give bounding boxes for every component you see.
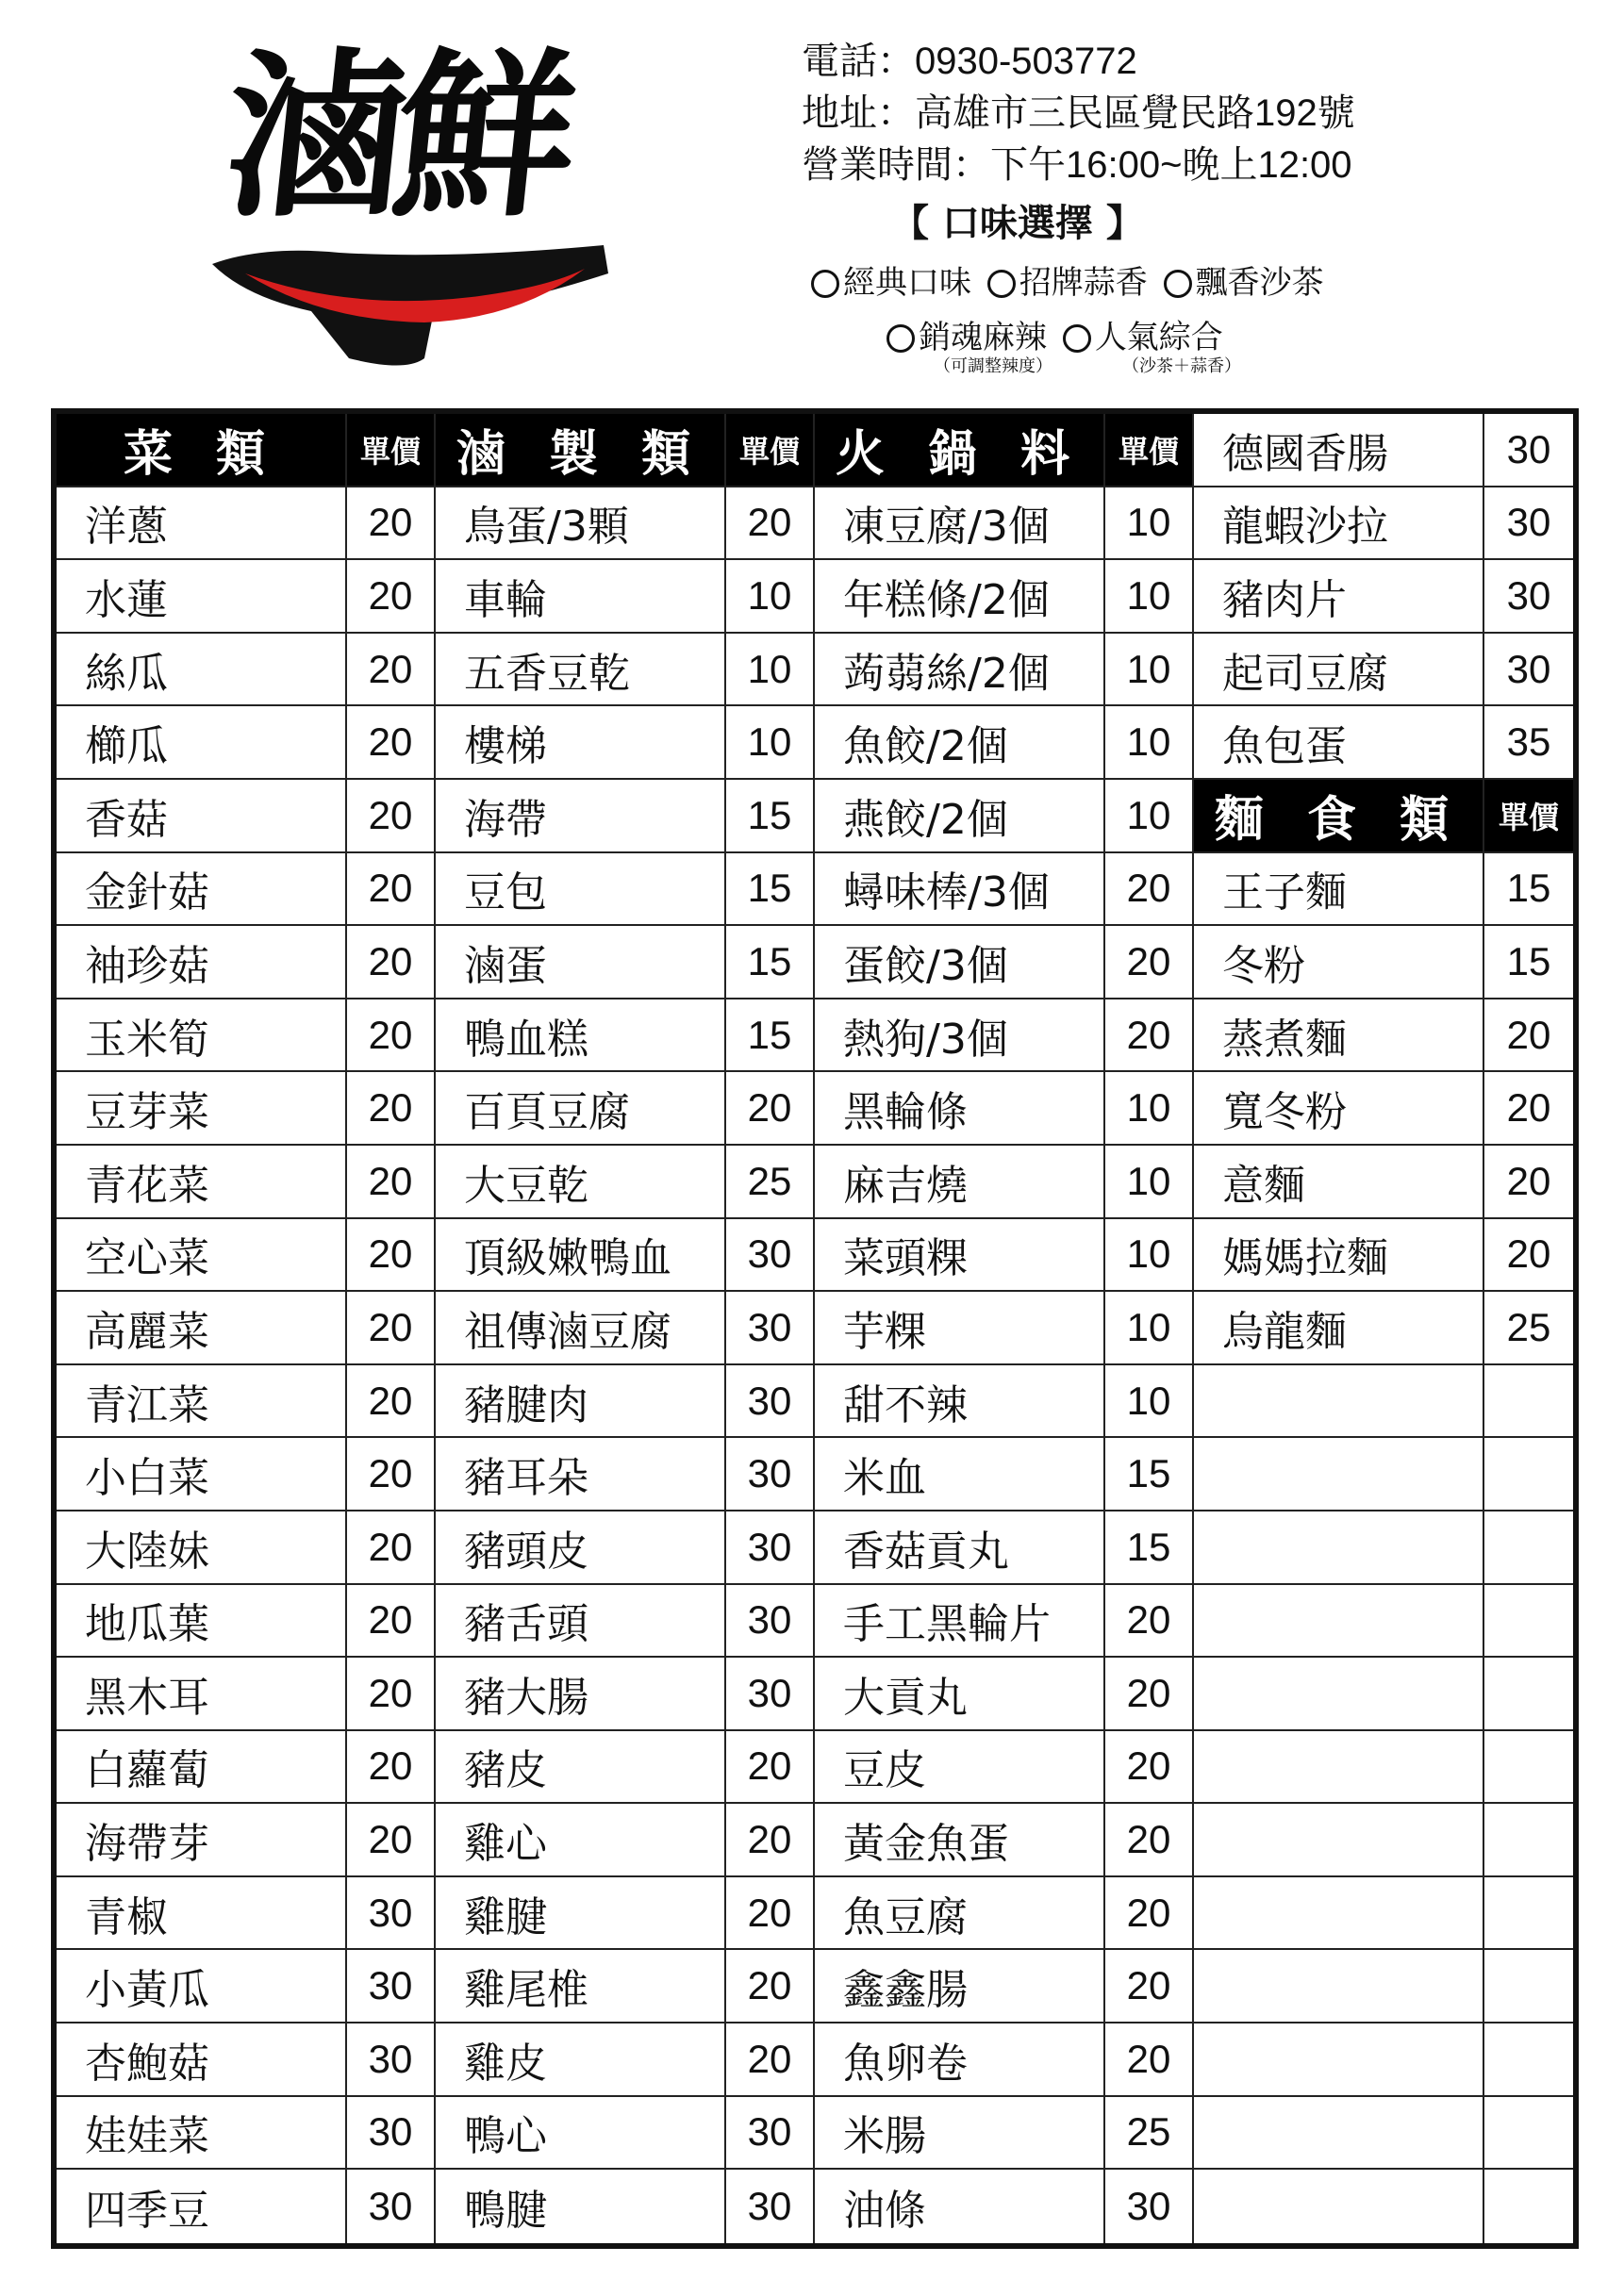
item-name: 高麗菜 bbox=[57, 1292, 345, 1365]
item-price: 10 bbox=[1105, 1146, 1192, 1219]
item-name: 麻吉燒 bbox=[815, 1146, 1103, 1219]
item-price: 15 bbox=[1105, 1438, 1192, 1511]
item-price: 20 bbox=[726, 1804, 813, 1877]
item-name: 祖傳滷豆腐 bbox=[436, 1292, 724, 1365]
empty-cell bbox=[1194, 1731, 1483, 1805]
item-price: 10 bbox=[1105, 1072, 1192, 1146]
item-name: 水蓮 bbox=[57, 560, 345, 634]
empty-cell bbox=[1194, 1585, 1483, 1659]
item-price: 10 bbox=[1105, 1219, 1192, 1293]
item-price: 25 bbox=[1105, 2097, 1192, 2171]
item-name: 寬冬粉 bbox=[1194, 1072, 1483, 1146]
item-name: 鳥蛋/3顆 bbox=[436, 487, 724, 561]
item-name: 雞心 bbox=[436, 1804, 724, 1877]
item-name: 油條 bbox=[843, 2187, 926, 2236]
item-name: 大貢丸 bbox=[815, 1658, 1103, 1731]
item-price: 30 bbox=[1484, 560, 1573, 634]
item-price: 10 bbox=[1105, 1292, 1192, 1365]
empty-cell bbox=[1194, 1658, 1483, 1731]
item-name: 大豆乾 bbox=[436, 1146, 724, 1219]
item-price: 15 bbox=[1484, 926, 1573, 999]
empty-cell bbox=[1194, 1877, 1483, 1951]
empty-cell bbox=[1484, 1365, 1573, 1439]
item-price: 30 bbox=[1484, 414, 1573, 487]
item-price: 30 bbox=[726, 1292, 813, 1365]
price-header: 單價 bbox=[726, 414, 813, 487]
item-price: 10 bbox=[1105, 706, 1192, 780]
item-name: 媽媽拉麵 bbox=[1194, 1219, 1483, 1293]
item-name: 德國香腸 bbox=[1194, 414, 1483, 487]
item-price: 20 bbox=[347, 1219, 434, 1293]
item-name: 櫛瓜 bbox=[57, 706, 345, 780]
item-name: 雞腱 bbox=[436, 1877, 724, 1951]
item-name: 豬耳朵 bbox=[436, 1438, 724, 1511]
item-name: 蒸煮麵 bbox=[1194, 999, 1483, 1073]
item-price: 20 bbox=[726, 2023, 813, 2097]
item-name: 五香豆乾 bbox=[436, 634, 724, 707]
item-price: 20 bbox=[1105, 1950, 1192, 2023]
menu-table bbox=[51, 408, 1579, 2249]
item-price: 20 bbox=[1105, 1804, 1192, 1877]
item-name: 滷蛋 bbox=[436, 926, 724, 999]
item-price: 25 bbox=[1484, 1292, 1573, 1365]
item-price: 20 bbox=[347, 1146, 434, 1219]
noodle-price-column bbox=[1484, 414, 1573, 2243]
item-price: 10 bbox=[1105, 1365, 1192, 1439]
item-price: 20 bbox=[347, 1438, 434, 1511]
empty-cell bbox=[1484, 2097, 1573, 2171]
empty-cell bbox=[1484, 1511, 1573, 1585]
item-name: 甜不辣 bbox=[815, 1365, 1103, 1439]
item-price: 30 bbox=[347, 1877, 434, 1951]
empty-cell bbox=[1484, 1950, 1573, 2023]
item-name: 魚餃/2個 bbox=[815, 706, 1103, 780]
spicy-note: （可調整辣度） bbox=[934, 356, 1052, 376]
item-name: 熱狗/3個 bbox=[815, 999, 1103, 1073]
braised-name-column bbox=[436, 414, 726, 2243]
item-name: 燕餃/2個 bbox=[815, 780, 1103, 853]
item-name: 豬腱肉 bbox=[436, 1365, 724, 1439]
item-name: 杏鮑菇 bbox=[57, 2023, 345, 2097]
item-name: 海帶芽 bbox=[57, 1804, 345, 1877]
item-price: 20 bbox=[347, 1585, 434, 1659]
item-price: 20 bbox=[726, 1950, 813, 2023]
item-name: 冬粉 bbox=[1194, 926, 1483, 999]
empty-cell bbox=[1194, 2023, 1483, 2097]
radio-circle-icon bbox=[1164, 270, 1192, 298]
item-price: 30 bbox=[726, 1585, 813, 1659]
item-price: 30 bbox=[347, 1950, 434, 2023]
phone: 電話：0930-503772 bbox=[802, 41, 1137, 82]
item-price: 15 bbox=[726, 999, 813, 1073]
item-name: 地瓜葉 bbox=[57, 1585, 345, 1659]
item-price: 10 bbox=[1105, 634, 1192, 707]
flavor-option[interactable]: 招牌蒜香 bbox=[987, 256, 1148, 303]
empty-cell bbox=[1484, 1438, 1573, 1511]
item-name: 小白菜 bbox=[57, 1438, 345, 1511]
item-price: 20 bbox=[347, 1511, 434, 1585]
item-name: 王子麵 bbox=[1194, 853, 1483, 927]
flavor-option[interactable]: 銷魂麻辣 bbox=[887, 311, 1047, 357]
empty-cell bbox=[1484, 2023, 1573, 2097]
radio-circle-icon bbox=[811, 270, 839, 298]
item-name: 樓梯 bbox=[436, 706, 724, 780]
item-name: 豬大腸 bbox=[436, 1658, 724, 1731]
item-price: 10 bbox=[726, 634, 813, 707]
item-price: 20 bbox=[347, 1731, 434, 1805]
address: 地址：高雄市三民區覺民路192號 bbox=[802, 92, 1355, 134]
item-price: 15 bbox=[726, 780, 813, 853]
item-price: 30 bbox=[726, 1658, 813, 1731]
item-name: 豬頭皮 bbox=[436, 1511, 724, 1585]
vegetable-price-column bbox=[347, 414, 436, 2243]
item-name: 豬肉片 bbox=[1194, 560, 1483, 634]
item-price: 10 bbox=[1105, 560, 1192, 634]
radio-circle-icon bbox=[887, 324, 915, 353]
item-price: 10 bbox=[726, 706, 813, 780]
empty-cell bbox=[1194, 1950, 1483, 2023]
item-price: 20 bbox=[347, 853, 434, 927]
vegetable-header: 菜 類 bbox=[57, 414, 345, 487]
empty-cell bbox=[1194, 1438, 1483, 1511]
item-name: 烏龍麵 bbox=[1194, 1292, 1483, 1365]
item-price: 20 bbox=[1105, 1877, 1192, 1951]
empty-cell bbox=[1484, 1658, 1573, 1731]
empty-cell bbox=[1194, 2097, 1483, 2171]
item-name: 豆芽菜 bbox=[57, 1072, 345, 1146]
item-name: 米腸 bbox=[815, 2097, 1103, 2171]
item-price: 30 bbox=[726, 1438, 813, 1511]
item-price: 20 bbox=[1105, 1731, 1192, 1805]
item-price: 20 bbox=[1105, 926, 1192, 999]
item-price: 30 bbox=[1126, 2184, 1171, 2229]
item-price: 20 bbox=[1105, 1658, 1192, 1731]
item-name: 金針菇 bbox=[57, 853, 345, 927]
item-name: 蒟蒻絲/2個 bbox=[815, 634, 1103, 707]
item-price: 20 bbox=[1105, 853, 1192, 927]
hotpot-price-column bbox=[1105, 414, 1194, 2243]
braised-price-column bbox=[726, 414, 815, 2243]
empty-cell bbox=[1484, 1585, 1573, 1659]
item-price: 15 bbox=[726, 926, 813, 999]
noodle-name-column bbox=[1194, 414, 1484, 2243]
item-name: 年糕條/2個 bbox=[815, 560, 1103, 634]
empty-cell bbox=[1484, 1877, 1573, 1951]
logo-text: 滷鮮 bbox=[215, 31, 577, 241]
item-name: 袖珍菇 bbox=[57, 926, 345, 999]
item-price: 30 bbox=[347, 2097, 434, 2171]
item-price: 20 bbox=[1484, 999, 1573, 1073]
item-price: 30 bbox=[347, 2023, 434, 2097]
noodle-header: 麵 食 類 bbox=[1194, 780, 1483, 853]
item-price: 20 bbox=[1484, 1146, 1573, 1219]
item-price: 15 bbox=[726, 853, 813, 927]
radio-circle-icon bbox=[1063, 324, 1091, 353]
price-header: 單價 bbox=[1484, 780, 1573, 853]
item-name: 豆包 bbox=[436, 853, 724, 927]
flavor-row-1 bbox=[811, 256, 1330, 303]
item-price: 30 bbox=[368, 2184, 413, 2229]
item-price: 20 bbox=[1105, 2023, 1192, 2097]
item-price: 20 bbox=[726, 487, 813, 561]
price-header: 單價 bbox=[347, 414, 434, 487]
item-price: 10 bbox=[726, 560, 813, 634]
item-price: 20 bbox=[347, 560, 434, 634]
item-name: 絲瓜 bbox=[57, 634, 345, 707]
item-name: 菜頭粿 bbox=[815, 1219, 1103, 1293]
item-price: 20 bbox=[1105, 1585, 1192, 1659]
empty-cell bbox=[1194, 1365, 1483, 1439]
item-price: 20 bbox=[1484, 1072, 1573, 1146]
item-name: 鴨心 bbox=[436, 2097, 724, 2171]
item-name: 鴨腱 bbox=[464, 2187, 547, 2236]
item-name: 魚卵卷 bbox=[815, 2023, 1103, 2097]
store-info bbox=[802, 36, 1355, 191]
empty-cell bbox=[1194, 2170, 1483, 2243]
item-name: 雞尾椎 bbox=[436, 1950, 724, 2023]
item-name: 四季豆 bbox=[85, 2187, 209, 2236]
item-price: 20 bbox=[347, 1292, 434, 1365]
empty-cell bbox=[1484, 1804, 1573, 1877]
item-name: 香菇 bbox=[57, 780, 345, 853]
item-price: 20 bbox=[347, 1804, 434, 1877]
item-price: 10 bbox=[1105, 780, 1192, 853]
item-name: 鴨血糕 bbox=[436, 999, 724, 1073]
item-name: 青花菜 bbox=[57, 1146, 345, 1219]
item-name: 百頁豆腐 bbox=[436, 1072, 724, 1146]
item-name: 鑫鑫腸 bbox=[815, 1950, 1103, 2023]
item-name: 白蘿蔔 bbox=[57, 1731, 345, 1805]
item-price: 30 bbox=[726, 1219, 813, 1293]
item-name: 玉米筍 bbox=[57, 999, 345, 1073]
braised-header: 滷 製 類 bbox=[436, 414, 724, 487]
item-name: 米血 bbox=[815, 1438, 1103, 1511]
item-name: 意麵 bbox=[1194, 1146, 1483, 1219]
item-name: 魚包蛋 bbox=[1194, 706, 1483, 780]
item-price: 30 bbox=[1484, 487, 1573, 561]
item-price: 25 bbox=[726, 1146, 813, 1219]
item-name: 豬皮 bbox=[436, 1731, 724, 1805]
item-price: 20 bbox=[347, 1658, 434, 1731]
vegetable-name-column bbox=[57, 414, 347, 2243]
item-name: 龍蝦沙拉 bbox=[1194, 487, 1483, 561]
mixed-note: （沙茶＋蒜香） bbox=[1122, 356, 1241, 376]
item-name: 青江菜 bbox=[57, 1365, 345, 1439]
empty-cell bbox=[1194, 1511, 1483, 1585]
item-price: 20 bbox=[1105, 999, 1192, 1073]
flavor-option[interactable]: 經典口味 bbox=[811, 256, 971, 303]
item-price: 30 bbox=[747, 2184, 792, 2229]
item-name: 豬舌頭 bbox=[436, 1585, 724, 1659]
item-name: 雞皮 bbox=[436, 2023, 724, 2097]
item-price: 15 bbox=[1484, 853, 1573, 927]
price-header: 單價 bbox=[1105, 414, 1192, 487]
item-price: 30 bbox=[726, 2097, 813, 2171]
item-price: 20 bbox=[347, 1365, 434, 1439]
item-name: 手工黑輪片 bbox=[815, 1585, 1103, 1659]
item-price: 20 bbox=[347, 706, 434, 780]
item-name: 青椒 bbox=[57, 1877, 345, 1951]
item-price: 20 bbox=[347, 487, 434, 561]
item-price: 20 bbox=[726, 1877, 813, 1951]
business-hours: 營業時間：下午16:00~晚上12:00 bbox=[802, 144, 1352, 186]
item-price: 20 bbox=[347, 999, 434, 1073]
item-price: 20 bbox=[726, 1072, 813, 1146]
item-name: 豆皮 bbox=[815, 1731, 1103, 1805]
item-name: 黑木耳 bbox=[57, 1658, 345, 1731]
item-name: 大陸妹 bbox=[57, 1511, 345, 1585]
item-name: 空心菜 bbox=[57, 1219, 345, 1293]
item-name: 芋粿 bbox=[815, 1292, 1103, 1365]
empty-cell bbox=[1484, 1731, 1573, 1805]
item-name: 海帶 bbox=[436, 780, 724, 853]
item-price: 20 bbox=[347, 780, 434, 853]
item-price: 10 bbox=[1105, 487, 1192, 561]
item-name: 凍豆腐/3個 bbox=[815, 487, 1103, 561]
item-price: 20 bbox=[726, 1731, 813, 1805]
hotpot-name-column bbox=[815, 414, 1105, 2243]
item-price: 20 bbox=[347, 926, 434, 999]
item-price: 35 bbox=[1484, 706, 1573, 780]
item-price: 20 bbox=[347, 634, 434, 707]
item-name: 蟳味棒/3個 bbox=[815, 853, 1103, 927]
item-name: 蛋餃/3個 bbox=[815, 926, 1103, 999]
item-price: 20 bbox=[347, 1072, 434, 1146]
item-name: 小黃瓜 bbox=[57, 1950, 345, 2023]
item-name: 起司豆腐 bbox=[1194, 634, 1483, 707]
item-name: 頂級嫩鴨血 bbox=[436, 1219, 724, 1293]
item-price: 30 bbox=[1484, 634, 1573, 707]
radio-circle-icon bbox=[987, 270, 1016, 298]
item-name: 黃金魚蛋 bbox=[815, 1804, 1103, 1877]
flavor-title: 【 口味選擇 】 bbox=[891, 202, 1144, 245]
empty-cell bbox=[1484, 2170, 1573, 2243]
item-name: 魚豆腐 bbox=[815, 1877, 1103, 1951]
item-name: 香菇貢丸 bbox=[815, 1511, 1103, 1585]
flavor-option[interactable]: 人氣綜合 bbox=[1063, 311, 1223, 357]
item-name: 黑輪條 bbox=[815, 1072, 1103, 1146]
item-price: 20 bbox=[1484, 1219, 1573, 1293]
item-name: 車輪 bbox=[436, 560, 724, 634]
item-price: 15 bbox=[1105, 1511, 1192, 1585]
item-price: 30 bbox=[726, 1365, 813, 1439]
item-price: 30 bbox=[726, 1511, 813, 1585]
empty-cell bbox=[1194, 1804, 1483, 1877]
hotpot-header: 火 鍋 料 bbox=[815, 414, 1103, 487]
item-name: 洋蔥 bbox=[57, 487, 345, 561]
flavor-row-2 bbox=[887, 311, 1229, 357]
flavor-option[interactable]: 飄香沙茶 bbox=[1164, 256, 1324, 303]
item-name: 娃娃菜 bbox=[57, 2097, 345, 2171]
logo bbox=[207, 31, 613, 396]
